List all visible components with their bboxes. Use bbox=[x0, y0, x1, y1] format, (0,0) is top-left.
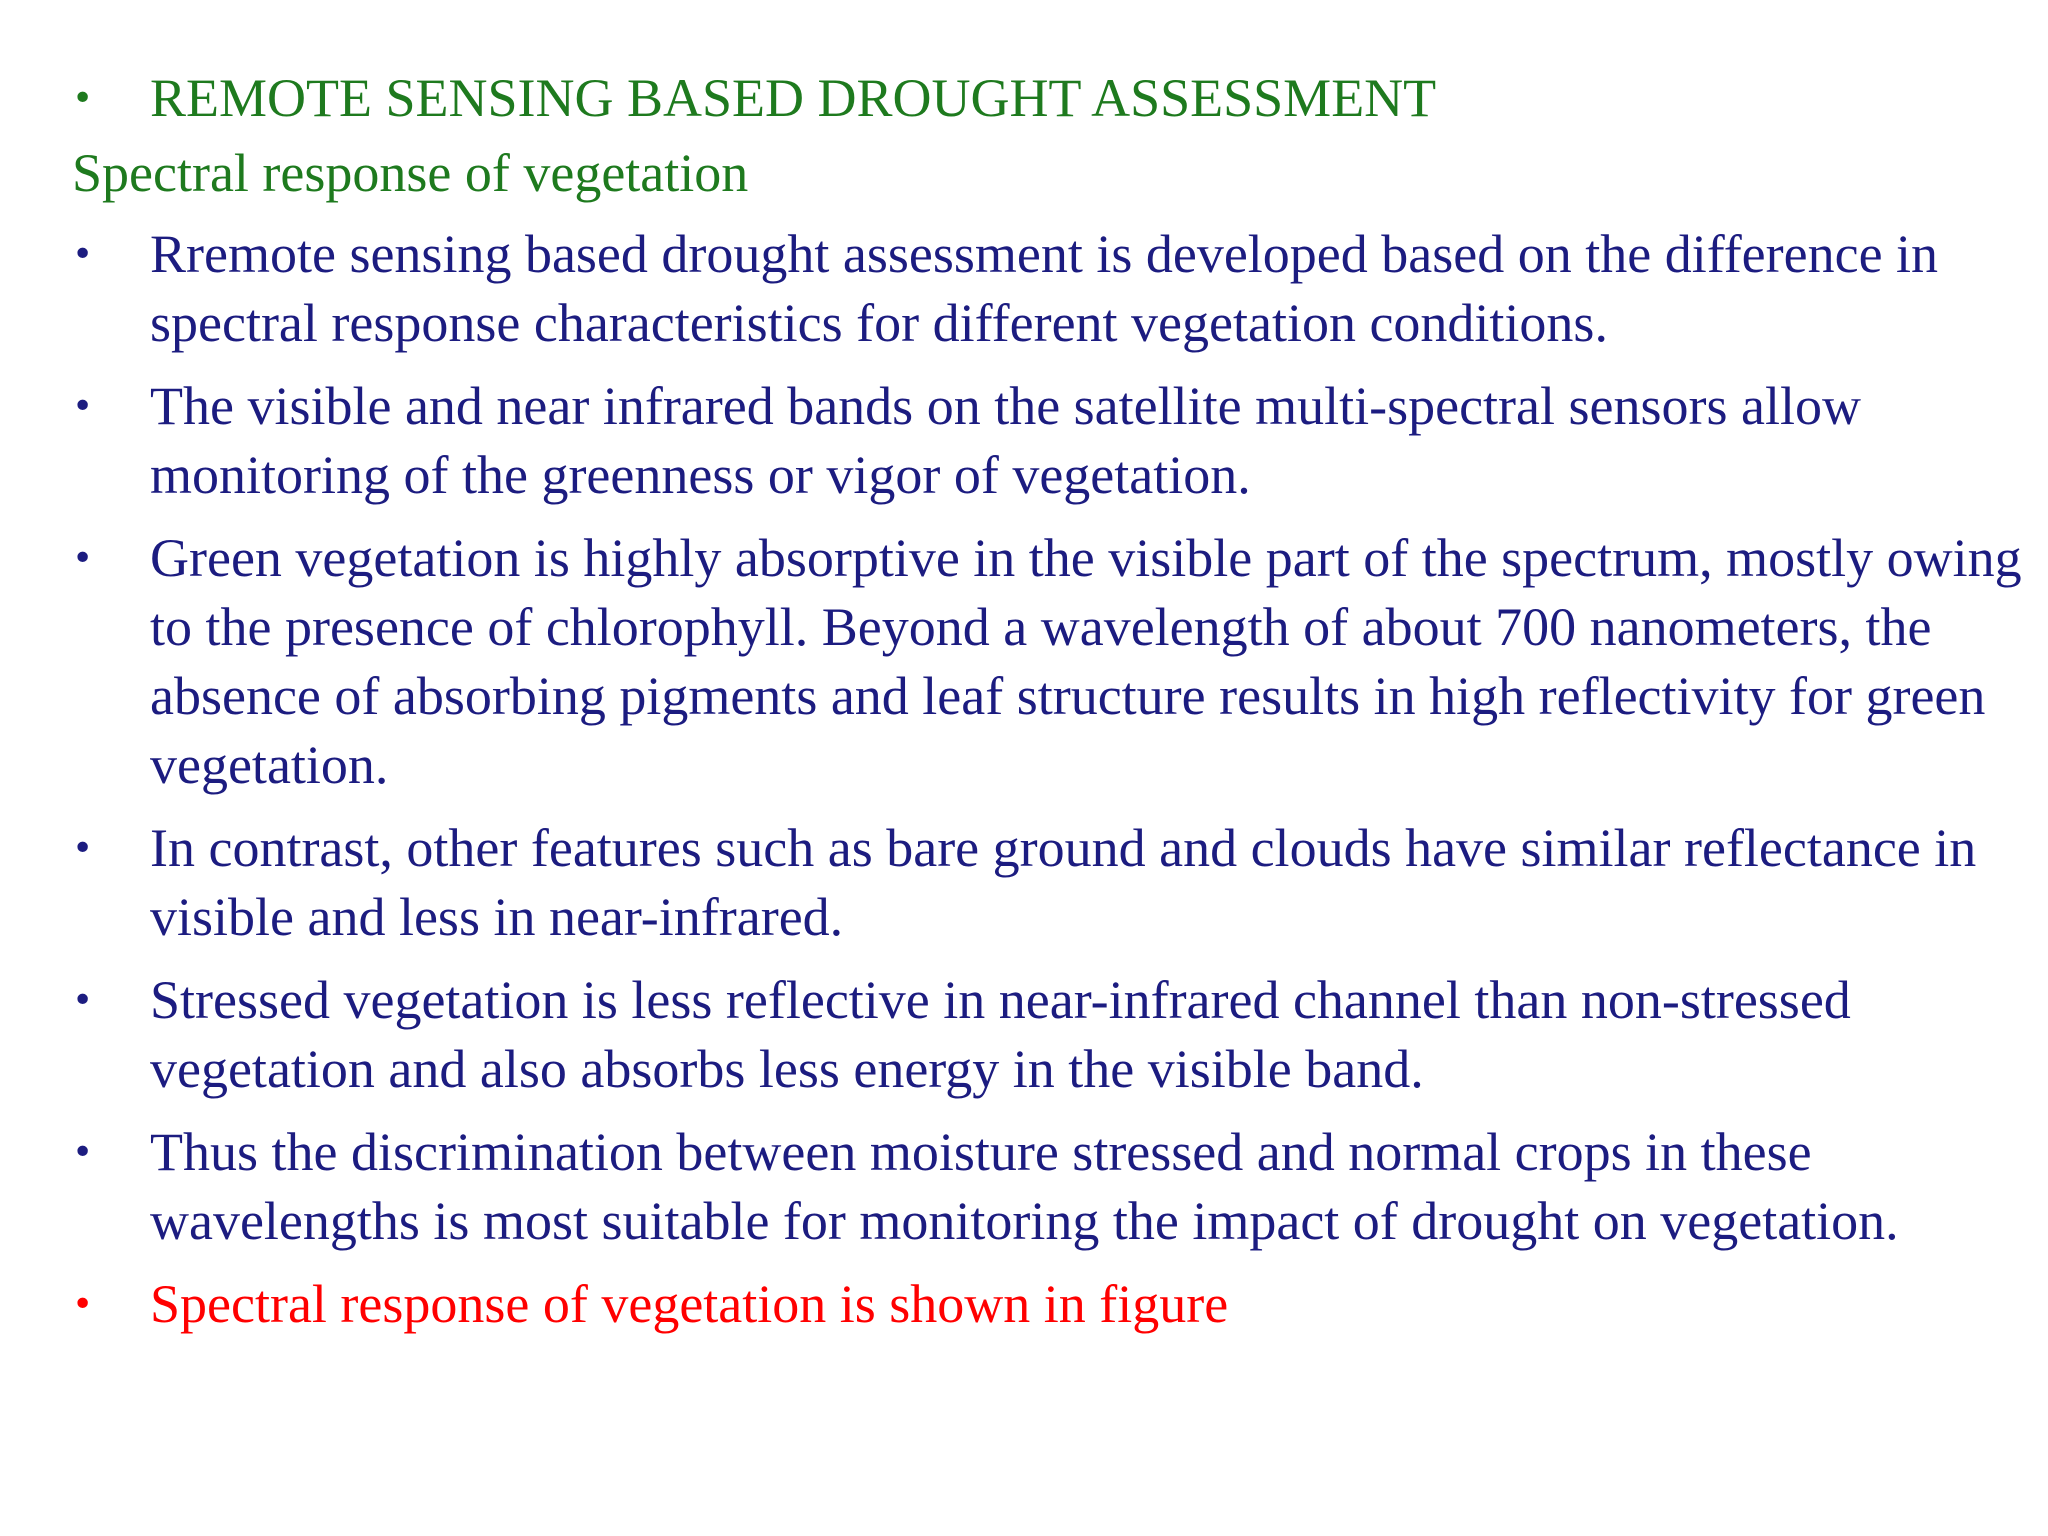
bullet-item bbox=[72, 372, 2022, 510]
bullet-text: In contrast, other features such as bare ground and clouds have similar reflectance in visible and less in near-infrared. bbox=[150, 818, 1977, 947]
bullet-item bbox=[72, 1118, 2022, 1256]
bullet-icon: • bbox=[72, 386, 94, 427]
bullet-text: The visible and near infrared bands on the satellite multi-spectral sensors allow monitoring of the greenness or vigor of vegetation. bbox=[150, 376, 1861, 505]
bullet-item bbox=[72, 220, 2022, 358]
bullet-text: Rremote sensing based drought assessment is developed based on the difference in spectral response characteristics for different vegetation conditions. bbox=[150, 224, 1939, 353]
bullet-text: Stressed vegetation is less reflective in near-infrared channel than non-stressed vegetation and also absorbs less energy in the visible band. bbox=[150, 970, 1851, 1099]
bullet-icon: • bbox=[72, 234, 94, 275]
bullet-item-highlight bbox=[72, 1270, 2022, 1339]
bullet-item bbox=[72, 814, 2022, 952]
bullet-icon: • bbox=[72, 538, 94, 579]
bullet-text: Green vegetation is highly absorptive in the visible part of the spectrum, mostly owing to the presence of chlorophyll. Beyond a wavelength of about 700 nanometers, the absence of absorbing pigments and leaf structure results in high reflectivity for green vegetation. bbox=[150, 528, 2022, 795]
slide-content bbox=[72, 64, 2022, 1353]
slide-heading: REMOTE SENSING BASED DROUGHT ASSESSMENT bbox=[150, 68, 1437, 128]
bullet-text: Thus the discrimination between moisture stressed and normal crops in these wavelengths is most suitable for monitoring the impact of drought on vegetation. bbox=[150, 1122, 1899, 1251]
bullet-icon: • bbox=[72, 980, 94, 1021]
bullet-icon: • bbox=[72, 828, 94, 869]
bullet-icon: • bbox=[72, 1132, 94, 1173]
bullet-icon: • bbox=[72, 78, 94, 119]
bullet-icon: • bbox=[72, 1284, 94, 1325]
heading-item bbox=[72, 64, 2022, 133]
bullet-item bbox=[72, 966, 2022, 1104]
bullet-text: Spectral response of vegetation is shown in figure bbox=[150, 1274, 1229, 1334]
slide-subheading: Spectral response of vegetation bbox=[72, 143, 749, 203]
bullet-item bbox=[72, 524, 2022, 800]
